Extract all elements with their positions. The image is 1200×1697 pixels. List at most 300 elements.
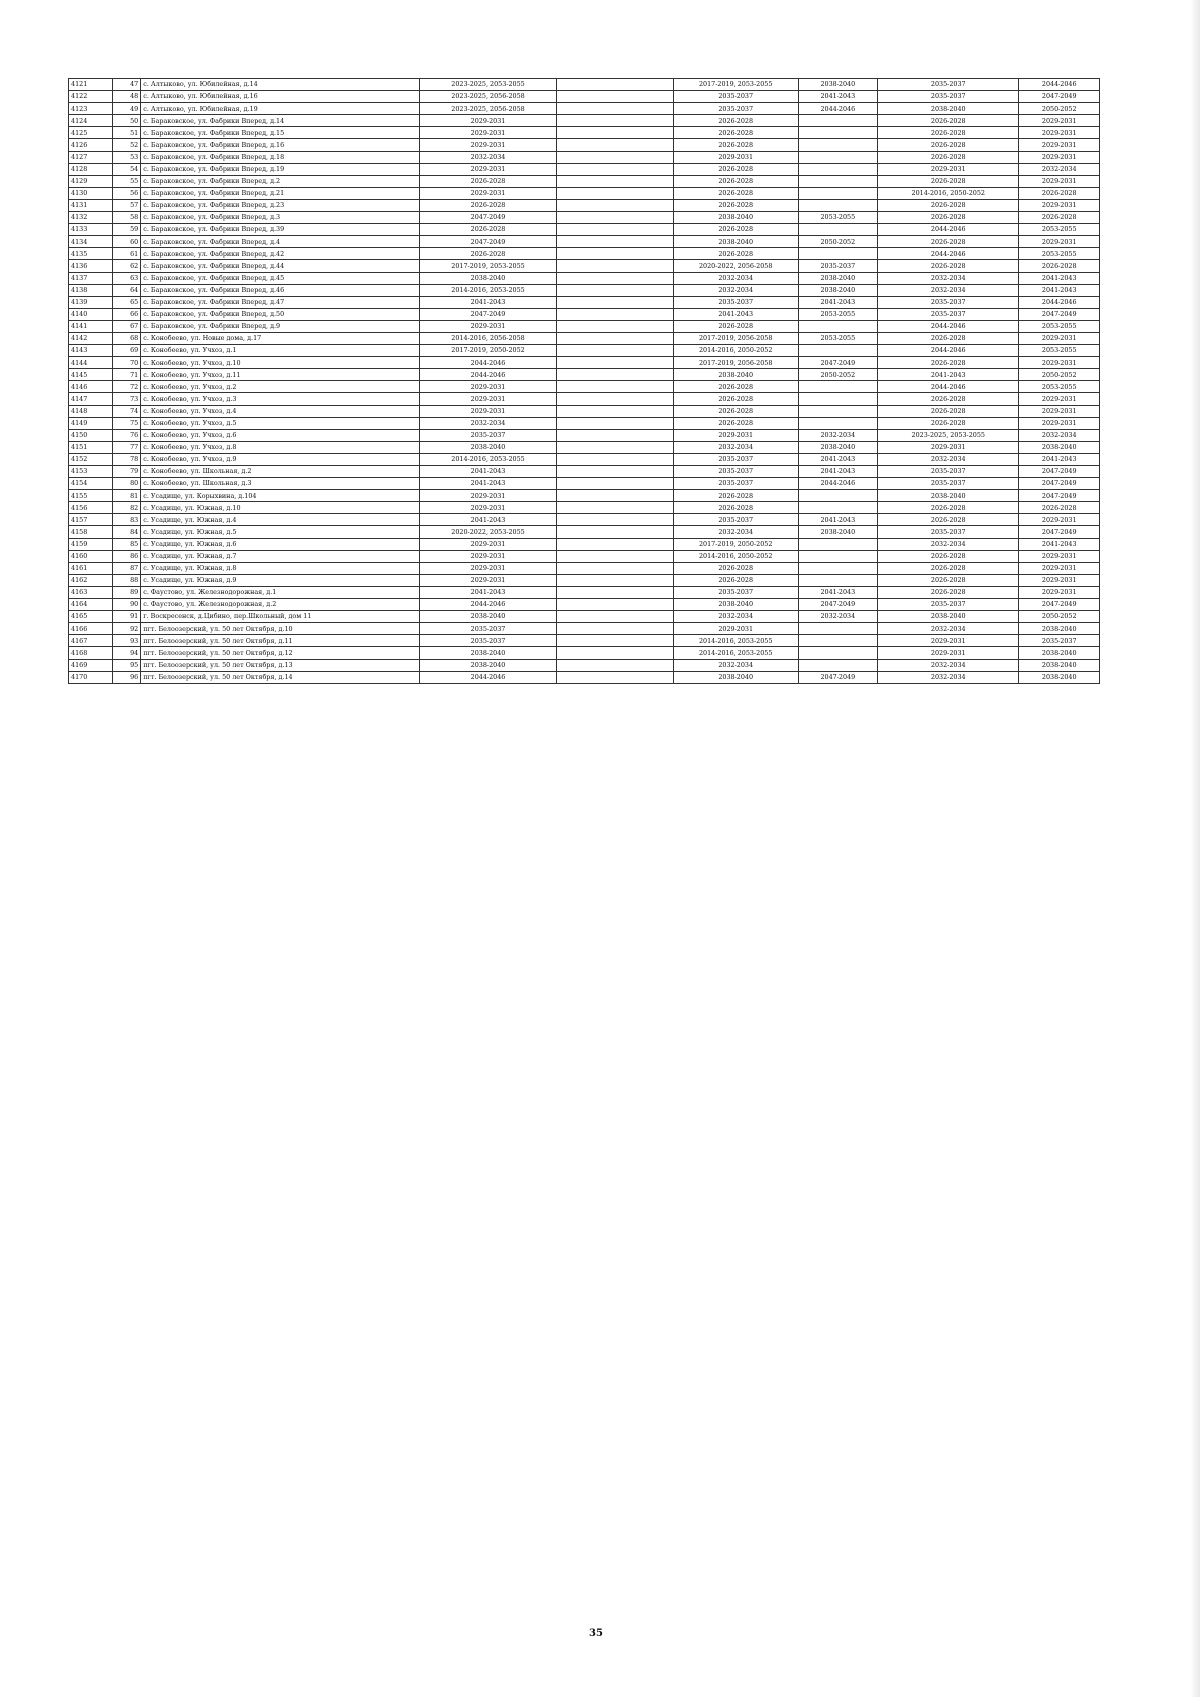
table-row [69, 199, 1100, 211]
address-cell: с. Фаустово, ул. Железнодорожная, д.2 [141, 599, 420, 611]
period-cell: 2047-2049 [1019, 526, 1100, 538]
table-row [69, 490, 1100, 502]
period-cell: 2029-2031 [673, 623, 798, 635]
period-cell: 2029-2031 [878, 635, 1019, 647]
period-cell [557, 236, 674, 248]
period-cell: 2053-2055 [1019, 345, 1100, 357]
period-cell [798, 151, 877, 163]
row-number-cell: 70 [113, 357, 141, 369]
period-cell: 2029-2031 [1019, 332, 1100, 344]
period-cell [557, 187, 674, 199]
period-cell: 2029-2031 [1019, 550, 1100, 562]
period-cell: 2026-2028 [878, 550, 1019, 562]
period-cell: 2026-2028 [878, 502, 1019, 514]
period-cell [557, 550, 674, 562]
period-cell [557, 453, 674, 465]
row-number-cell: 61 [113, 248, 141, 260]
period-cell: 2026-2028 [878, 393, 1019, 405]
period-cell: 2047-2049 [1019, 490, 1100, 502]
period-cell [557, 308, 674, 320]
period-cell: 2053-2055 [1019, 224, 1100, 236]
period-cell [798, 490, 877, 502]
period-cell: 2038-2040 [673, 236, 798, 248]
row-id-cell: 4138 [69, 284, 113, 296]
period-cell [557, 345, 674, 357]
period-cell: 2029-2031 [1019, 405, 1100, 417]
period-cell: 2029-2031 [419, 393, 556, 405]
row-id-cell: 4148 [69, 405, 113, 417]
period-cell: 2038-2040 [673, 212, 798, 224]
period-cell: 2017-2019, 2050-2052 [419, 345, 556, 357]
period-cell: 2041-2043 [673, 308, 798, 320]
row-id-cell: 4124 [69, 115, 113, 127]
table-row [69, 284, 1100, 296]
row-number-cell: 54 [113, 163, 141, 175]
period-cell: 2038-2040 [419, 611, 556, 623]
period-cell: 2026-2028 [878, 212, 1019, 224]
address-cell: пгт. Белоозерский, ул. 50 лет Октября, д.12 [141, 647, 420, 659]
row-id-cell: 4129 [69, 175, 113, 187]
period-cell: 2029-2031 [1019, 586, 1100, 598]
row-number-cell: 71 [113, 369, 141, 381]
row-number-cell: 69 [113, 345, 141, 357]
period-cell: 2023-2025, 2056-2058 [419, 103, 556, 115]
address-cell: с. Усадище, ул. Корыхвина, д.104 [141, 490, 420, 502]
period-cell [557, 635, 674, 647]
period-cell [557, 611, 674, 623]
period-cell: 2044-2046 [419, 671, 556, 683]
period-cell: 2053-2055 [798, 332, 877, 344]
row-id-cell: 4137 [69, 272, 113, 284]
period-cell: 2035-2037 [878, 91, 1019, 103]
address-cell: с. Усадище, ул. Южная, д.9 [141, 574, 420, 586]
address-cell: с. Бараковское, ул. Фабрики Вперед, д.14 [141, 115, 420, 127]
period-cell: 2029-2031 [878, 647, 1019, 659]
period-cell: 2035-2037 [673, 466, 798, 478]
period-cell: 2032-2034 [419, 417, 556, 429]
period-cell: 2026-2028 [878, 236, 1019, 248]
address-cell: с. Бараковское, ул. Фабрики Вперед, д.18 [141, 151, 420, 163]
table-row [69, 381, 1100, 393]
period-cell: 2029-2031 [1019, 574, 1100, 586]
period-cell [557, 272, 674, 284]
period-cell: 2026-2028 [878, 260, 1019, 272]
period-cell: 2026-2028 [878, 514, 1019, 526]
row-id-cell: 4128 [69, 163, 113, 175]
period-cell [557, 599, 674, 611]
row-id-cell: 4141 [69, 320, 113, 332]
period-cell [557, 248, 674, 260]
period-cell: 2050-2052 [798, 236, 877, 248]
row-id-cell: 4147 [69, 393, 113, 405]
period-cell: 2020-2022, 2053-2055 [419, 526, 556, 538]
period-cell: 2035-2037 [878, 526, 1019, 538]
row-id-cell: 4164 [69, 599, 113, 611]
address-cell: с. Усадище, ул. Южная, д.7 [141, 550, 420, 562]
row-number-cell: 81 [113, 490, 141, 502]
period-cell: 2053-2055 [798, 308, 877, 320]
period-cell [557, 466, 674, 478]
period-cell: 2032-2034 [878, 453, 1019, 465]
table-row [69, 320, 1100, 332]
period-cell: 2029-2031 [419, 163, 556, 175]
row-id-cell: 4166 [69, 623, 113, 635]
row-number-cell: 52 [113, 139, 141, 151]
row-number-cell: 96 [113, 671, 141, 683]
period-cell: 2032-2034 [798, 611, 877, 623]
row-id-cell: 4163 [69, 586, 113, 598]
row-number-cell: 91 [113, 611, 141, 623]
table-row [69, 260, 1100, 272]
table-row [69, 550, 1100, 562]
period-cell: 2026-2028 [878, 115, 1019, 127]
period-cell [557, 163, 674, 175]
table-row [69, 526, 1100, 538]
period-cell: 2029-2031 [419, 115, 556, 127]
period-cell [798, 574, 877, 586]
period-cell: 2017-2019, 2056-2058 [673, 357, 798, 369]
address-cell: пгт. Белоозерский, ул. 50 лет Октября, д.14 [141, 671, 420, 683]
row-id-cell: 4156 [69, 502, 113, 514]
period-cell: 2026-2028 [878, 586, 1019, 598]
period-cell: 2047-2049 [1019, 599, 1100, 611]
period-cell: 2026-2028 [673, 163, 798, 175]
row-id-cell: 4136 [69, 260, 113, 272]
period-cell: 2035-2037 [878, 599, 1019, 611]
period-cell: 2029-2031 [1019, 127, 1100, 139]
period-cell: 2038-2040 [1019, 671, 1100, 683]
period-cell: 2029-2031 [419, 320, 556, 332]
period-cell [557, 586, 674, 598]
period-cell: 2026-2028 [419, 248, 556, 260]
period-cell [557, 671, 674, 683]
address-cell: с. Бараковское, ул. Фабрики Вперед, д.16 [141, 139, 420, 151]
period-cell [557, 127, 674, 139]
period-cell: 2017-2019, 2053-2055 [419, 260, 556, 272]
period-cell [557, 369, 674, 381]
period-cell: 2038-2040 [1019, 441, 1100, 453]
row-id-cell: 4144 [69, 357, 113, 369]
period-cell: 2032-2034 [878, 538, 1019, 550]
period-cell: 2035-2037 [878, 466, 1019, 478]
period-cell [557, 647, 674, 659]
address-cell: с. Конобеево, ул. Учхоз, д.3 [141, 393, 420, 405]
table-row [69, 224, 1100, 236]
period-cell: 2032-2034 [673, 284, 798, 296]
period-cell [798, 381, 877, 393]
period-cell: 2041-2043 [798, 91, 877, 103]
period-cell [557, 490, 674, 502]
table-row [69, 248, 1100, 260]
period-cell: 2014-2016, 2056-2058 [419, 332, 556, 344]
address-cell: с. Фаустово, ул. Железнодорожная, д.1 [141, 586, 420, 598]
period-cell: 2044-2046 [878, 345, 1019, 357]
table-row [69, 91, 1100, 103]
address-cell: с. Бараковское, ул. Фабрики Вперед, д.9 [141, 320, 420, 332]
period-cell: 2044-2046 [1019, 296, 1100, 308]
period-cell: 2047-2049 [419, 308, 556, 320]
period-cell: 2035-2037 [419, 429, 556, 441]
table-row [69, 236, 1100, 248]
period-cell [798, 187, 877, 199]
row-id-cell: 4142 [69, 332, 113, 344]
period-cell: 2047-2049 [1019, 308, 1100, 320]
row-id-cell: 4135 [69, 248, 113, 260]
period-cell [557, 175, 674, 187]
register-table-body [69, 79, 1100, 684]
row-number-cell: 75 [113, 417, 141, 429]
period-cell: 2026-2028 [673, 127, 798, 139]
row-number-cell: 66 [113, 308, 141, 320]
period-cell [557, 514, 674, 526]
period-cell: 2026-2028 [673, 320, 798, 332]
period-cell [557, 502, 674, 514]
period-cell [798, 647, 877, 659]
period-cell: 2014-2016, 2053-2055 [419, 284, 556, 296]
period-cell: 2026-2028 [878, 127, 1019, 139]
period-cell: 2041-2043 [419, 296, 556, 308]
period-cell: 2029-2031 [419, 562, 556, 574]
period-cell [798, 659, 877, 671]
period-cell: 2044-2046 [798, 478, 877, 490]
period-cell: 2026-2028 [878, 574, 1019, 586]
table-row [69, 647, 1100, 659]
period-cell [798, 224, 877, 236]
row-number-cell: 82 [113, 502, 141, 514]
period-cell: 2029-2031 [419, 139, 556, 151]
row-number-cell: 65 [113, 296, 141, 308]
period-cell: 2026-2028 [673, 562, 798, 574]
period-cell: 2035-2037 [673, 453, 798, 465]
period-cell: 2044-2046 [878, 224, 1019, 236]
period-cell [557, 103, 674, 115]
table-row [69, 502, 1100, 514]
period-cell [557, 405, 674, 417]
table-row [69, 478, 1100, 490]
table-row [69, 357, 1100, 369]
period-cell [557, 429, 674, 441]
row-id-cell: 4159 [69, 538, 113, 550]
row-number-cell: 55 [113, 175, 141, 187]
period-cell [557, 478, 674, 490]
period-cell: 2026-2028 [1019, 260, 1100, 272]
row-number-cell: 57 [113, 199, 141, 211]
period-cell [557, 79, 674, 91]
period-cell: 2026-2028 [1019, 212, 1100, 224]
period-cell [557, 284, 674, 296]
address-cell: с. Алтыково, ул. Юбилейная, д.14 [141, 79, 420, 91]
table-row [69, 308, 1100, 320]
row-number-cell: 83 [113, 514, 141, 526]
period-cell: 2029-2031 [1019, 236, 1100, 248]
address-cell: с. Конобеево, ул. Школьная, д.2 [141, 466, 420, 478]
period-cell [557, 659, 674, 671]
period-cell: 2014-2016, 2053-2055 [673, 635, 798, 647]
period-cell: 2029-2031 [673, 151, 798, 163]
address-cell: с. Усадище, ул. Южная, д.6 [141, 538, 420, 550]
period-cell [798, 248, 877, 260]
address-cell: с. Конобеево, ул. Школьная, д.3 [141, 478, 420, 490]
period-cell: 2050-2052 [1019, 103, 1100, 115]
period-cell: 2035-2037 [798, 260, 877, 272]
table-row [69, 599, 1100, 611]
period-cell: 2029-2031 [419, 381, 556, 393]
period-cell [557, 224, 674, 236]
address-cell: с. Усадище, ул. Южная, д.5 [141, 526, 420, 538]
table-row [69, 272, 1100, 284]
table-row [69, 671, 1100, 683]
row-id-cell: 4131 [69, 199, 113, 211]
period-cell: 2035-2037 [878, 296, 1019, 308]
row-id-cell: 4127 [69, 151, 113, 163]
period-cell [557, 526, 674, 538]
row-number-cell: 78 [113, 453, 141, 465]
period-cell: 2017-2019, 2056-2058 [673, 332, 798, 344]
period-cell: 2044-2046 [878, 320, 1019, 332]
period-cell: 2029-2031 [419, 538, 556, 550]
row-number-cell: 77 [113, 441, 141, 453]
address-cell: с. Усадище, ул. Южная, д.4 [141, 514, 420, 526]
row-id-cell: 4133 [69, 224, 113, 236]
row-number-cell: 48 [113, 91, 141, 103]
period-cell: 2041-2043 [419, 466, 556, 478]
period-cell: 2032-2034 [673, 526, 798, 538]
period-cell [798, 127, 877, 139]
row-number-cell: 88 [113, 574, 141, 586]
row-number-cell: 67 [113, 320, 141, 332]
row-number-cell: 49 [113, 103, 141, 115]
row-number-cell: 58 [113, 212, 141, 224]
table-row [69, 175, 1100, 187]
address-cell: с. Конобеево, ул. Новые дома, д.17 [141, 332, 420, 344]
table-row [69, 393, 1100, 405]
period-cell: 2035-2037 [673, 296, 798, 308]
period-cell [798, 139, 877, 151]
period-cell: 2038-2040 [878, 103, 1019, 115]
period-cell: 2032-2034 [1019, 429, 1100, 441]
row-id-cell: 4126 [69, 139, 113, 151]
period-cell [557, 393, 674, 405]
row-number-cell: 50 [113, 115, 141, 127]
period-cell [798, 417, 877, 429]
row-id-cell: 4121 [69, 79, 113, 91]
period-cell: 2026-2028 [878, 199, 1019, 211]
row-id-cell: 4140 [69, 308, 113, 320]
table-row [69, 139, 1100, 151]
period-cell: 2053-2055 [1019, 320, 1100, 332]
period-cell: 2041-2043 [419, 586, 556, 598]
table-row [69, 187, 1100, 199]
period-cell: 2029-2031 [1019, 199, 1100, 211]
period-cell [557, 332, 674, 344]
period-cell: 2041-2043 [1019, 538, 1100, 550]
address-cell: с. Бараковское, ул. Фабрики Вперед, д.39 [141, 224, 420, 236]
period-cell: 2053-2055 [798, 212, 877, 224]
table-row [69, 369, 1100, 381]
period-cell: 2038-2040 [798, 441, 877, 453]
row-number-cell: 64 [113, 284, 141, 296]
row-number-cell: 68 [113, 332, 141, 344]
address-cell: с. Бараковское, ул. Фабрики Вперед, д.15 [141, 127, 420, 139]
period-cell: 2044-2046 [1019, 79, 1100, 91]
period-cell: 2035-2037 [1019, 635, 1100, 647]
period-cell: 2026-2028 [419, 199, 556, 211]
period-cell: 2029-2031 [419, 405, 556, 417]
address-cell: с. Бараковское, ул. Фабрики Вперед, д.46 [141, 284, 420, 296]
table-row [69, 79, 1100, 91]
row-id-cell: 4155 [69, 490, 113, 502]
period-cell: 2026-2028 [673, 574, 798, 586]
row-id-cell: 4130 [69, 187, 113, 199]
period-cell: 2038-2040 [419, 659, 556, 671]
table-row [69, 611, 1100, 623]
address-cell: с. Бараковское, ул. Фабрики Вперед, д.3 [141, 212, 420, 224]
period-cell: 2023-2025, 2056-2058 [419, 91, 556, 103]
table-row [69, 623, 1100, 635]
period-cell: 2038-2040 [798, 526, 877, 538]
period-cell: 2026-2028 [1019, 187, 1100, 199]
period-cell: 2038-2040 [878, 611, 1019, 623]
row-number-cell: 79 [113, 466, 141, 478]
period-cell: 2026-2028 [878, 139, 1019, 151]
period-cell: 2038-2040 [1019, 623, 1100, 635]
table-row [69, 212, 1100, 224]
row-id-cell: 4122 [69, 91, 113, 103]
row-id-cell: 4161 [69, 562, 113, 574]
period-cell: 2053-2055 [1019, 248, 1100, 260]
period-cell: 2032-2034 [878, 659, 1019, 671]
period-cell: 2029-2031 [673, 429, 798, 441]
period-cell: 2041-2043 [1019, 272, 1100, 284]
period-cell: 2014-2016, 2053-2055 [673, 647, 798, 659]
period-cell: 2020-2022, 2056-2058 [673, 260, 798, 272]
table-row [69, 635, 1100, 647]
row-id-cell: 4123 [69, 103, 113, 115]
table-row [69, 151, 1100, 163]
row-number-cell: 51 [113, 127, 141, 139]
address-cell: с. Конобеево, ул. Учхоз, д.1 [141, 345, 420, 357]
address-cell: с. Бараковское, ул. Фабрики Вперед, д.19 [141, 163, 420, 175]
row-number-cell: 86 [113, 550, 141, 562]
period-cell: 2047-2049 [1019, 466, 1100, 478]
table-row [69, 538, 1100, 550]
period-cell: 2041-2043 [1019, 284, 1100, 296]
period-cell [798, 405, 877, 417]
table-row [69, 562, 1100, 574]
address-cell: с. Конобеево, ул. Учхоз, д.11 [141, 369, 420, 381]
period-cell: 2041-2043 [798, 586, 877, 598]
address-cell: с. Бараковское, ул. Фабрики Вперед, д.44 [141, 260, 420, 272]
row-number-cell: 87 [113, 562, 141, 574]
period-cell: 2029-2031 [419, 127, 556, 139]
period-cell: 2041-2043 [419, 514, 556, 526]
row-number-cell: 72 [113, 381, 141, 393]
period-cell: 2026-2028 [878, 151, 1019, 163]
period-cell: 2026-2028 [673, 187, 798, 199]
period-cell: 2029-2031 [1019, 393, 1100, 405]
row-number-cell: 84 [113, 526, 141, 538]
address-cell: с. Конобеево, ул. Учхоз, д.6 [141, 429, 420, 441]
period-cell: 2032-2034 [878, 284, 1019, 296]
table-row [69, 345, 1100, 357]
row-number-cell: 89 [113, 586, 141, 598]
period-cell [798, 623, 877, 635]
address-cell: пгт. Белоозерский, ул. 50 лет Октября, д.10 [141, 623, 420, 635]
period-cell: 2032-2034 [673, 659, 798, 671]
period-cell: 2038-2040 [419, 441, 556, 453]
period-cell [798, 393, 877, 405]
period-cell: 2038-2040 [673, 369, 798, 381]
